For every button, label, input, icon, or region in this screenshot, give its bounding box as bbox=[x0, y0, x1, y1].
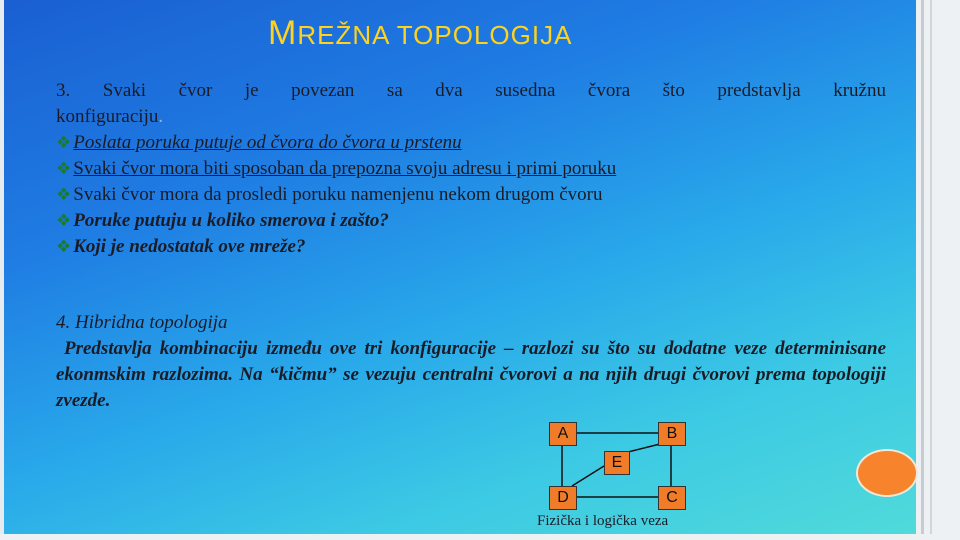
bullet-item: ❖ Poruke putuju u koliko smerova i zašto? bbox=[56, 210, 389, 231]
title-rest: REŽNA TOPOLOGIJA bbox=[297, 20, 573, 50]
node-c: C bbox=[658, 486, 686, 510]
slide-title bbox=[268, 14, 572, 53]
diamond-bullet-icon: ❖ bbox=[56, 185, 72, 204]
section-3 bbox=[56, 78, 886, 260]
diamond-bullet-icon: ❖ bbox=[56, 237, 72, 256]
section-4-body: Predstavlja kombinaciju između ove tri konfiguracije – razlozi su što su dodatne veze determinisane ekonmskim razlozima. Na “kičmu” se vezuju centralni čvorovi a na njih drugi čvorovi prema topologiji zvezde. bbox=[56, 338, 886, 411]
right-frame bbox=[916, 0, 960, 540]
bottom-border bbox=[0, 534, 960, 540]
node-d: D bbox=[549, 486, 577, 510]
edge-d-e bbox=[572, 466, 604, 486]
bullet-item: ❖ Svaki čvor mora biti sposoban da prepozna svoju adresu i primi poruku bbox=[56, 158, 617, 179]
node-e: E bbox=[604, 451, 630, 475]
left-border bbox=[0, 0, 4, 540]
bullet-item: ❖ Svaki čvor mora da prosledi poruku namenjenu nekom drugom čvoru bbox=[56, 184, 603, 205]
title-initial: M bbox=[268, 14, 298, 52]
section-4 bbox=[56, 310, 886, 414]
diamond-bullet-icon: ❖ bbox=[56, 133, 72, 152]
section-4-heading: 4. Hibridna topologija bbox=[56, 312, 228, 333]
section-3-line1: 3. Svaki čvor je povezan sa dva susedna čvora što predstavlja kružnu bbox=[56, 80, 886, 101]
orange-circle-decoration bbox=[856, 449, 918, 497]
section-3-line2: konfiguraciju. bbox=[56, 106, 164, 127]
node-a: A bbox=[549, 422, 577, 446]
bullet-item: ❖ Koji je nedostatak ove mreže? bbox=[56, 236, 306, 257]
node-b: B bbox=[658, 422, 686, 446]
diagram-caption: Fizička i logička veza bbox=[537, 513, 669, 529]
diamond-bullet-icon: ❖ bbox=[56, 211, 72, 230]
edge-e-b bbox=[628, 444, 660, 452]
bullet-item: ❖ Poslata poruka putuje od čvora do čvora u prstenu bbox=[56, 132, 462, 153]
diamond-bullet-icon: ❖ bbox=[56, 159, 72, 178]
